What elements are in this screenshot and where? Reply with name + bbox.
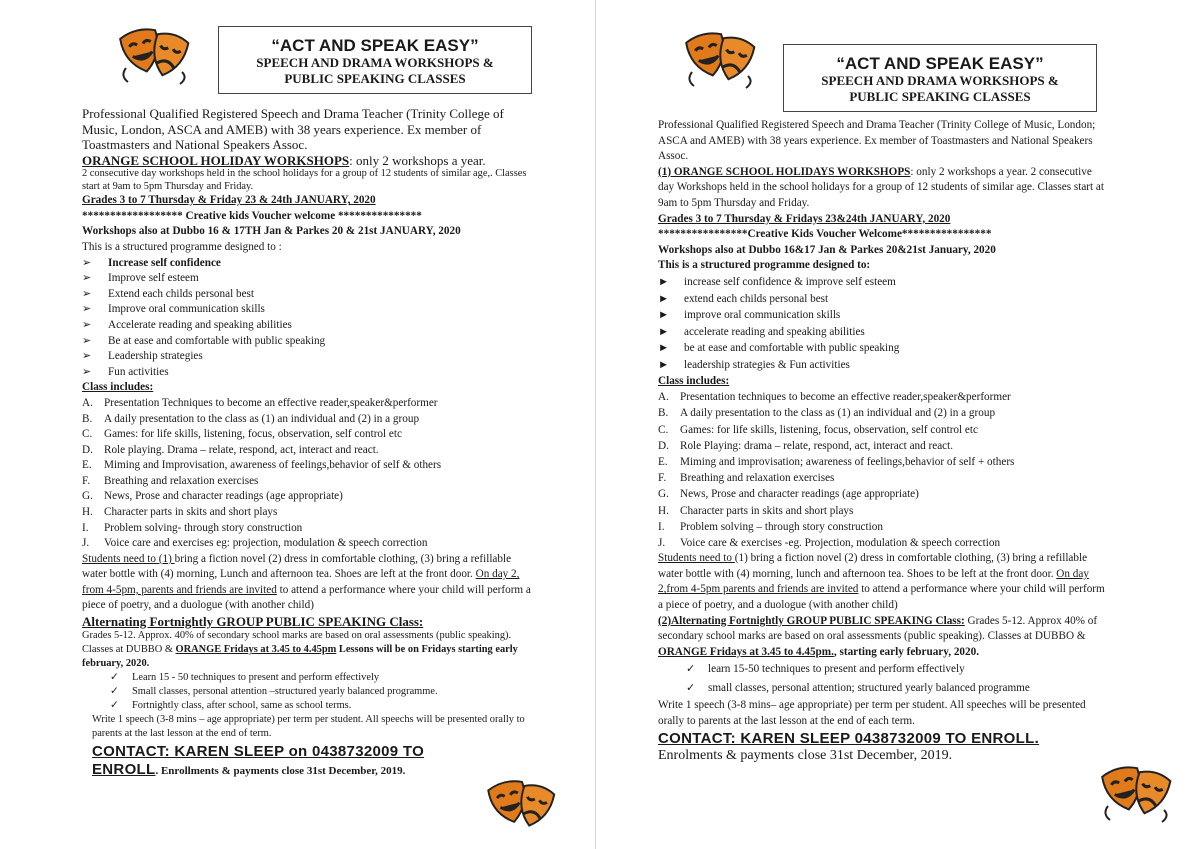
class-item xyxy=(82,505,534,521)
left-class-includes: Class includes: xyxy=(82,381,154,394)
class-item xyxy=(658,405,1110,421)
class-item-marker: E. xyxy=(658,455,668,468)
class-item xyxy=(658,438,1110,454)
right-enrol-line: Enrolments & payments close 31st December, 2019. xyxy=(658,748,953,764)
page-divider xyxy=(595,0,596,849)
bullet-item xyxy=(82,256,534,272)
bullet-item xyxy=(82,271,534,287)
left-dubbo-line: Workshops also at Dubbo 16 & 17TH Jan & Parkes 20 & 21st JANUARY, 2020 xyxy=(82,225,461,238)
check-item xyxy=(686,679,1110,698)
left-voucher-line: ****************** Creative kids Voucher welcome *************** xyxy=(82,209,422,222)
class-item-text: Role Playing: drama – relate, respond, act, interact and react. xyxy=(680,439,954,452)
check-item-text: Small classes, personal attention –structured yearly balanced programme. xyxy=(132,686,438,698)
class-item xyxy=(82,443,534,459)
class-item-marker: J. xyxy=(658,536,666,549)
bullet-item-text: Fun activities xyxy=(108,365,169,378)
check-item-marker: ✓ xyxy=(686,663,696,676)
right-body xyxy=(658,118,1110,765)
right-check-list xyxy=(658,660,1110,698)
class-item-marker: B. xyxy=(658,407,669,420)
bullet-item-marker: ➢ xyxy=(82,303,92,316)
class-item xyxy=(658,389,1110,405)
left-bullet-list xyxy=(82,256,534,381)
left-title: “ACT AND SPEAK EASY” xyxy=(271,36,479,55)
bullet-item-text: Increase self confidence xyxy=(108,256,221,269)
class-item-text: Miming and Improvisation, awareness of feelings,behavior of self & others xyxy=(104,459,442,472)
bullet-item-text: Be at ease and comfortable with public speaking xyxy=(108,334,326,347)
drama-masks-icon-bottom xyxy=(1100,762,1172,824)
bullet-item-marker: ➢ xyxy=(82,287,92,300)
bullet-item-text: increase self confidence & improve self esteem xyxy=(684,275,896,288)
right-subtitle-1: SPEECH AND DRAMA WORKSHOPS & xyxy=(821,73,1059,88)
bullet-item-text: Extend each childs personal best xyxy=(108,287,255,300)
class-item-text: Breathing and relaxation exercises xyxy=(680,472,835,485)
class-item-marker: F. xyxy=(82,474,91,487)
class-item xyxy=(658,503,1110,519)
right-programme-line: This is a structured programme designed to: xyxy=(658,259,871,272)
class-item-text: Character parts in skits and short plays xyxy=(680,504,854,517)
drama-masks-icon xyxy=(684,28,756,90)
bullet-item-text: Accelerate reading and speaking abilities xyxy=(108,318,292,331)
bullet-item-marker: ► xyxy=(658,358,670,371)
class-item xyxy=(658,519,1110,535)
left-students-paragraph: Students need to (1) bring a fiction novel (2) dress in comfortable clothing, (3) bring a refillable water bottle with (4) morning, Lunch and afternoon tea. Shoes are left at the front door. On day 2, from 4-5pm, parents and friends are invited to attend a performance where your child will perform a piece of poetry, and a duologue (with another child) xyxy=(82,552,531,612)
check-item-marker: ✓ xyxy=(110,686,119,698)
left-body xyxy=(82,106,534,780)
class-item xyxy=(658,422,1110,438)
class-item-marker: D. xyxy=(82,443,93,456)
class-item-marker: I. xyxy=(658,520,665,533)
bullet-item xyxy=(658,291,1110,308)
left-subtitle-1: SPEECH AND DRAMA WORKSHOPS & xyxy=(256,55,494,70)
class-item-text: Character parts in skits and short plays xyxy=(104,506,278,519)
bullet-item-marker: ➢ xyxy=(82,256,92,269)
class-item-marker: J. xyxy=(82,537,90,550)
bullet-item-marker: ➢ xyxy=(82,350,92,363)
right-students-paragraph: Students need to (1) bring a fiction novel (2) dress in comfortable clothing, (3) bring a refillable water bottle with (4) morning, lunch and afternoon tea. Shoes to be left at the front door. On day 2,from 4-5pm parents and friends are invited to attend a performance where your child will perform a piece of poetry, and a duologue (with another child) xyxy=(658,552,1105,611)
left-group-heading: Alternating Fortnightly GROUP PUBLIC SPEAKING Class: xyxy=(82,613,424,629)
class-item-text: Voice care & exercises -eg. Projection, modulation & speech correction xyxy=(680,536,1001,549)
bullet-item xyxy=(658,324,1110,341)
class-item-marker: H. xyxy=(82,506,93,519)
class-item-marker: D. xyxy=(658,439,669,452)
check-item-text: small classes, personal attention; structured yearly balanced programme xyxy=(708,682,1030,695)
bullet-item-marker: ➢ xyxy=(82,318,92,331)
class-item-marker: G. xyxy=(82,490,93,503)
check-item xyxy=(110,671,534,685)
class-item-marker: H. xyxy=(658,504,669,517)
class-item-text: Role playing. Drama – relate, respond, act, interact and react. xyxy=(104,443,379,456)
bullet-item-text: improve oral communication skills xyxy=(684,309,841,322)
bullet-item-marker: ► xyxy=(658,309,670,322)
bullet-item xyxy=(82,349,534,365)
left-check-list xyxy=(82,671,534,713)
left-title-box xyxy=(218,26,532,94)
check-item xyxy=(686,660,1110,679)
class-item xyxy=(82,396,534,412)
class-item-text: News, Prose and character readings (age appropriate) xyxy=(104,490,343,503)
bullet-item-text: Leadership strategies xyxy=(108,350,203,363)
bullet-item-marker: ► xyxy=(658,292,670,305)
class-item-marker: E. xyxy=(82,459,92,472)
class-item xyxy=(658,454,1110,470)
left-speech-line: Write 1 speech (3-8 mins – age appropriate) per term per student. All speechs will be presented orally to parents at the last lesson at the end of term. xyxy=(92,714,525,740)
class-item-marker: C. xyxy=(82,428,93,441)
right-dubbo-line: Workshops also at Dubbo 16&17 Jan & Parkes 20&21st January, 2020 xyxy=(658,243,996,256)
bullet-item-marker: ► xyxy=(658,325,670,338)
left-contact-2: ENROLL. Enrollments & payments close 31st December, 2019. xyxy=(92,761,406,779)
right-title-box xyxy=(783,44,1097,112)
class-item-text: Problem solving – through story construction xyxy=(680,520,883,533)
bullet-item-text: Improve self esteem xyxy=(108,272,199,285)
class-item-text: Breathing and relaxation exercises xyxy=(104,474,259,487)
bullet-item xyxy=(658,274,1110,291)
bullet-item xyxy=(82,365,534,381)
drama-masks-icon xyxy=(118,24,190,86)
class-item xyxy=(82,474,534,490)
bullet-item-text: extend each childs personal best xyxy=(684,292,829,305)
class-item xyxy=(82,458,534,474)
bullet-item-marker: ➢ xyxy=(82,272,92,285)
class-item xyxy=(82,536,534,552)
class-item xyxy=(82,427,534,443)
class-item xyxy=(658,486,1110,502)
bullet-item-marker: ► xyxy=(658,275,670,288)
class-item-text: A daily presentation to the class as (1) an individual and (2) in a group xyxy=(104,412,420,425)
left-holiday-heading: ORANGE SCHOOL HOLIDAY WORKSHOPS xyxy=(82,152,350,168)
bullet-item xyxy=(82,334,534,350)
right-title: “ACT AND SPEAK EASY” xyxy=(836,54,1044,73)
left-programme-line: This is a structured programme designed to : xyxy=(82,240,282,253)
class-item-text: Games: for life skills, listening, focus, observation, self control etc xyxy=(680,423,978,436)
bullet-item xyxy=(658,307,1110,324)
right-grades-line: Grades 3 to 7 Thursday & Fridays 23&24th JANUARY, 2020 xyxy=(658,212,951,225)
bullet-item xyxy=(82,302,534,318)
left-contact-1: CONTACT: KAREN SLEEP on 0438732009 TO xyxy=(92,743,425,761)
class-item-text: Presentation Techniques to become an effective reader,speaker&performer xyxy=(104,396,438,409)
right-class-items xyxy=(658,389,1110,551)
check-item-marker: ✓ xyxy=(686,682,696,695)
left-holiday-desc: 2 consecutive day workshops held in the school holidays for a group of 12 students of similar age,. Classes start at 9am to 5pm Thursday and Friday. xyxy=(82,168,527,192)
bullet-item-text: accelerate reading and speaking abilities xyxy=(684,325,865,338)
left-holiday-heading-tail: : only 2 workshops a year. xyxy=(349,152,486,168)
class-item xyxy=(82,489,534,505)
class-item-text: Problem solving- through story construction xyxy=(104,521,303,534)
right-bullet-list xyxy=(658,274,1110,374)
bullet-item-text: be at ease and comfortable with public speaking xyxy=(684,342,900,355)
class-item-marker: C. xyxy=(658,423,669,436)
right-intro: Professional Qualified Registered Speech and Drama Teacher (Trinity College of Music, London; ASCA and AMEB) with 38 years experience. Ex member of Toastmasters and National Speakers Assoc. xyxy=(658,119,1096,163)
bullet-item xyxy=(82,318,534,334)
bullet-item xyxy=(82,287,534,303)
bullet-item-text: Improve oral communication skills xyxy=(108,303,265,316)
bullet-item xyxy=(658,357,1110,374)
bullet-item-marker: ➢ xyxy=(82,365,92,378)
class-item xyxy=(658,470,1110,486)
left-grades-line: Grades 3 to 7 Thursday & Friday 23 & 24th JANUARY, 2020 xyxy=(82,194,376,207)
check-item-marker: ✓ xyxy=(110,700,119,712)
right-speech-line: Write 1 speech (3-8 mins– age appropriate) per term per student. All speeches will be presented orally to parents at the last lesson at the end of each term. xyxy=(658,699,1086,727)
check-item-marker: ✓ xyxy=(110,672,119,684)
class-item-marker: I. xyxy=(82,521,89,534)
check-item xyxy=(110,699,534,713)
bullet-item-text: leadership strategies & Fun activities xyxy=(684,358,850,371)
right-holiday-paragraph: (1) ORANGE SCHOOL HOLIDAYS WORKSHOPS: only 2 workshops a year. 2 consecutive day Workshops held in the school holidays for a group of 12 students of similar age. Classes start at 9am to 5pm Thursday and Friday. xyxy=(658,165,1105,209)
check-item xyxy=(110,685,534,699)
drama-masks-icon-bottom xyxy=(486,776,556,836)
class-item-text: News, Prose and character readings (age appropriate) xyxy=(680,488,919,501)
right-group-paragraph: (2)Alternating Fortnightly GROUP PUBLIC SPEAKING Class: Grades 5-12. Approx 40% of secondary school marks are based on oral assessments (public speaking). Classes at DUBBO & ORANGE Fridays at 3.45 to 4.45pm., starting early february, 2020. xyxy=(658,614,1098,658)
right-class-includes: Class includes: xyxy=(658,374,730,387)
check-item-text: learn 15-50 techniques to present and perform effectively xyxy=(708,663,965,676)
class-item-marker: B. xyxy=(82,412,93,425)
class-item-text: A daily presentation to the class as (1) an individual and (2) in a group xyxy=(680,407,996,420)
class-item xyxy=(82,521,534,537)
class-item-text: Presentation techniques to become an effective reader,speaker&performer xyxy=(680,391,1011,404)
class-item-text: Miming and improvisation; awareness of feelings,behavior of self + others xyxy=(680,455,1015,468)
right-voucher-line: ****************Creative Kids Voucher Welcome**************** xyxy=(658,228,992,241)
right-contact: CONTACT: KAREN SLEEP 0438732009 TO ENROLL. xyxy=(658,730,1040,748)
right-subtitle-2: PUBLIC SPEAKING CLASSES xyxy=(849,89,1031,104)
bullet-item-marker: ➢ xyxy=(82,334,92,347)
bullet-item-marker: ► xyxy=(658,342,670,355)
class-item-marker: A. xyxy=(82,396,93,409)
left-group-desc: Grades 5-12. Approx. 40% of secondary school marks are based on oral assessments (public speaking). Classes at DUBBO & ORANGE Fridays at 3.45 to 4.45pm Lessons will be on Fridays starting early february, 2020. xyxy=(82,630,518,670)
class-item-marker: G. xyxy=(658,488,669,501)
bullet-item xyxy=(658,340,1110,357)
check-item-text: Fortnightly class, after school, same as school terms. xyxy=(132,700,352,712)
class-item-marker: F. xyxy=(658,472,667,485)
class-item-text: Voice care and exercises eg: projection, modulation & speech correction xyxy=(104,537,428,550)
class-item-marker: A. xyxy=(658,391,669,404)
class-item xyxy=(82,412,534,428)
left-subtitle-2: PUBLIC SPEAKING CLASSES xyxy=(284,71,466,86)
class-item-text: Games: for life skills, listening, focus, observation, self control etc xyxy=(104,428,402,441)
left-intro: Professional Qualified Registered Speech and Drama Teacher (Trinity College of Music, London, ASCA and AMEB) with 38 years experience. Ex member of Toastmasters and National Speakers Assoc. xyxy=(82,106,504,152)
check-item-text: Learn 15 - 50 techniques to present and perform effectively xyxy=(132,672,380,684)
left-class-items xyxy=(82,396,534,552)
class-item xyxy=(658,535,1110,551)
